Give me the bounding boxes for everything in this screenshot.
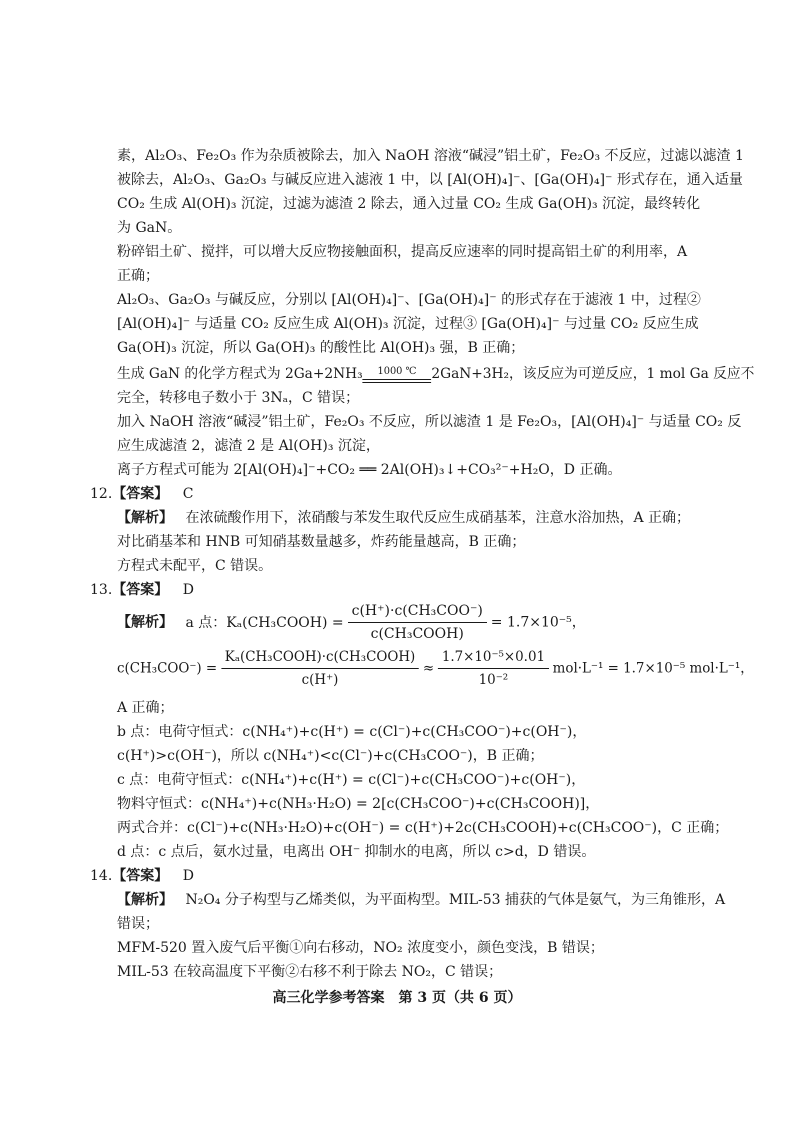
fraction xyxy=(438,646,549,691)
answer-value: D xyxy=(182,582,194,598)
text-line: 完全，转移电子数小于 3Nₐ，C 错误； xyxy=(117,390,360,406)
text-line: MIL-53 在较高温度下平衡②右移不利于除去 NO₂，C 错误； xyxy=(117,964,503,980)
question-number: 12. xyxy=(90,486,113,502)
approx-sign: ≈ xyxy=(422,660,435,677)
analysis-tag: 【解析】 xyxy=(117,510,173,526)
text-line: 应生成滤渣 2，滤渣 2 是 Al(OH)₃ 沉淀， xyxy=(117,438,380,454)
text-line: 两式合并：c(Cl⁻)+c(NH₃·H₂O)+c(OH⁻) = c(H⁺)+2c(CH₃COOH)+c(CH₃COO⁻)，C 正确； xyxy=(117,820,729,836)
denominator: c(CH₃COOH) xyxy=(370,626,464,642)
formula-prefix: a 点：Kₐ(CH₃COOH) = xyxy=(185,614,344,631)
text-line: 为 GaN。 xyxy=(117,220,182,236)
answer-tag: 【答案】 xyxy=(112,582,169,598)
reaction-arrow xyxy=(363,366,432,383)
text-line: d 点：c 点后，氨水过量，电离出 OH⁻ 抑制水的电离，所以 c>d，D 错误。 xyxy=(117,844,596,860)
equation-lhs: 生成 GaN 的化学方程式为 2Ga+2NH₃ xyxy=(117,366,363,382)
text-line: 对比硝基苯和 HNB 可知硝基数量越多，炸药能量越高，B 正确； xyxy=(117,534,526,550)
text-line: Ga(OH)₃ 沉淀，所以 Ga(OH)₃ 的酸性比 Al(OH)₃ 强，B 正确； xyxy=(117,340,525,356)
text-line: b 点：电荷守恒式：c(NH₄⁺)+c(H⁺) = c(Cl⁻)+c(CH₃COO⁻)+c(OH⁻)， xyxy=(117,724,587,740)
text-line: c 点：电荷守恒式：c(NH₄⁺)+c(H⁺) = c(Cl⁻)+c(CH₃COO⁻)+c(OH⁻)， xyxy=(117,772,586,788)
text-line: MFM-520 置入废气后平衡①向右移动，NO₂ 浓度变小，颜色变浅，B 错误； xyxy=(117,940,604,956)
formula-prefix: c(CH₃COO⁻) = xyxy=(117,660,218,677)
q13-answer-line xyxy=(90,578,194,602)
text-line: 离子方程式可能为 2[Al(OH)₄]⁻+CO₂ ══ 2Al(OH)₃↓+CO₃²⁻+H₂O，D 正确。 xyxy=(117,462,622,478)
answer-value: D xyxy=(182,868,194,884)
equation-line xyxy=(117,362,754,386)
text-line: A 正确； xyxy=(117,700,174,716)
question-number: 13. xyxy=(90,582,113,598)
text-line: c(H⁺)>c(OH⁻)，所以 c(NH₄⁺)<c(Cl⁻)+c(CH₃COO⁻)，B 正确； xyxy=(117,748,544,764)
analysis-text: 在浓硫酸作用下，浓硝酸与苯发生取代反应生成硝基苯，注意水浴加热，A 正确； xyxy=(185,510,691,526)
answer-value: C xyxy=(182,486,194,502)
text-line: 素，Al₂O₃、Fe₂O₃ 作为杂质被除去，加入 NaOH 溶液“碱浸”铝土矿，Fe₂O₃ 不反应，过滤以滤渣 1 xyxy=(117,148,744,164)
analysis-tag: 【解析】 xyxy=(117,892,173,908)
q14-analysis-line xyxy=(117,888,725,912)
answer-tag: 【答案】 xyxy=(112,868,169,884)
denominator: 10⁻² xyxy=(478,672,509,688)
q14-answer-line xyxy=(90,864,194,888)
analysis-tag: 【解析】 xyxy=(117,614,173,631)
q12-analysis-line xyxy=(117,506,690,530)
text-line: 被除去，Al₂O₃、Ga₂O₃ 与碱反应进入滤液 1 中，以 [Al(OH)₄]⁻、[Ga(OH)₄]⁻ 形式存在，通入适量 xyxy=(117,172,743,188)
text-line: 加入 NaOH 溶液“碱浸”铝土矿，Fe₂O₃ 不反应，所以滤渣 1 是 Fe₂O₃，[Al(OH)₄]⁻ 与适量 CO₂ 反 xyxy=(117,414,742,430)
formula-result: mol·L⁻¹ = 1.7×10⁻⁵ mol·L⁻¹， xyxy=(552,660,754,677)
numerator: Kₐ(CH₃COOH)·c(CH₃COOH) xyxy=(221,646,419,669)
q13-formula-ka xyxy=(117,600,586,645)
text-line: 粉碎铝土矿、搅拌，可以增大反应物接触面积，提高反应速率的同时提高铝土矿的利用率，A xyxy=(117,244,688,260)
fraction xyxy=(221,646,419,691)
q12-answer-line xyxy=(90,482,193,506)
text-line: CO₂ 生成 Al(OH)₃ 沉淀，过滤为滤渣 2 除去，通入过量 CO₂ 生成 Ga(OH)₃ 沉淀，最终转化 xyxy=(117,196,701,212)
page-footer: 高三化学参考答案 第 3 页（共 6 页） xyxy=(272,990,522,1006)
numerator: 1.7×10⁻⁵×0.01 xyxy=(438,646,549,669)
analysis-text: N₂O₄ 分子构型与乙烯类似，为平面构型。MIL-53 捕获的气体是氨气，为三角锥形，A xyxy=(185,892,726,908)
denominator: c(H⁺) xyxy=(301,672,339,688)
reaction-condition: 1000 ℃ xyxy=(377,365,417,377)
formula-result: = 1.7×10⁻⁵， xyxy=(490,614,586,631)
text-line: 正确； xyxy=(117,268,159,284)
text-line: [Al(OH)₄]⁻ 与适量 CO₂ 反应生成 Al(OH)₃ 沉淀，过程③ [Ga(OH)₄]⁻ 与过量 CO₂ 反应生成 xyxy=(117,316,699,332)
fraction xyxy=(348,600,487,645)
text-line: 错误； xyxy=(117,916,159,932)
text-line: 物料守恒式：c(NH₄⁺)+c(NH₃·H₂O) = 2[c(CH₃COO⁻)+c(CH₃COOH)]， xyxy=(117,796,600,812)
text-line: Al₂O₃、Ga₂O₃ 与碱反应，分别以 [Al(OH)₄]⁻、[Ga(OH)₄]⁻ 的形式存在于滤液 1 中，过程② xyxy=(117,292,701,308)
text-line: 方程式未配平，C 错误。 xyxy=(117,558,273,574)
q13-formula-acetate xyxy=(117,646,754,691)
numerator: c(H⁺)·c(CH₃COO⁻) xyxy=(348,600,487,623)
question-number: 14. xyxy=(90,868,113,884)
equation-rhs: 2GaN+3H₂，该反应为可逆反应，1 mol Ga 反应不 xyxy=(431,366,755,382)
answer-tag: 【答案】 xyxy=(112,486,169,502)
